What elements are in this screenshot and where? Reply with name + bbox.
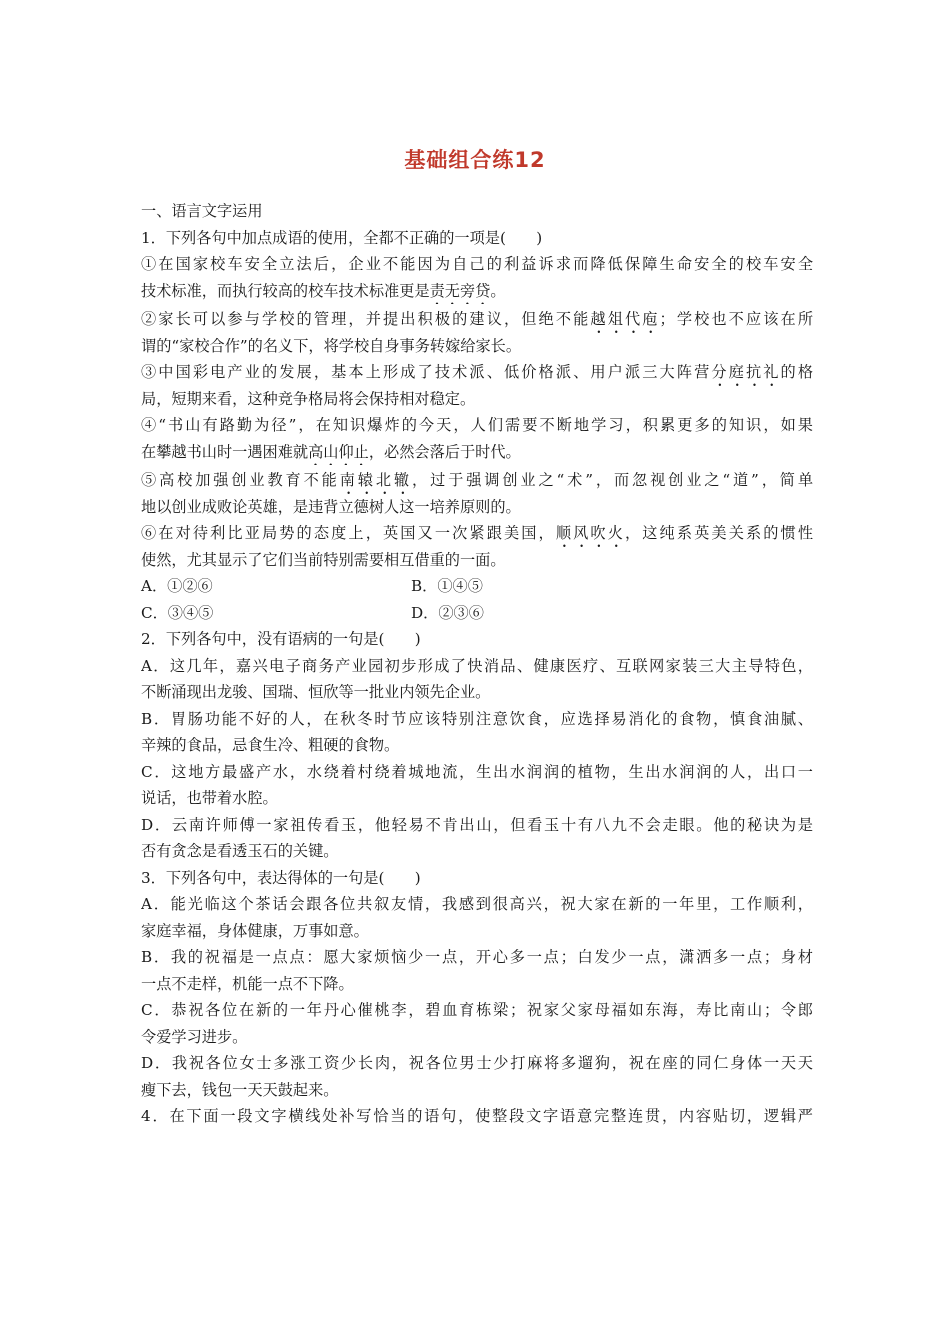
dotted-idiom: 南辕北辙 bbox=[339, 471, 412, 489]
text-segment: 的格 bbox=[780, 363, 813, 381]
question-3-stem: 3．下列各句中，表达得体的一句是( ) bbox=[141, 868, 421, 887]
question-2-stem: 2．下列各句中，没有语病的一句是( ) bbox=[141, 630, 421, 648]
q3-option-d-line-1: D．我祝各位女士多涨工资少长肉，祝各位男士少打麻将多遛狗，祝在座的同仁身体一天天 bbox=[141, 1054, 813, 1072]
q1-sentence-6-line-1 bbox=[141, 520, 813, 547]
dotted-idiom: 分庭抗礼 bbox=[711, 363, 781, 381]
text-segment: ②家长可以参与学校的管理，并提出积极的建议，但绝不能 bbox=[141, 310, 591, 328]
text-segment: ③中国彩电产业的发展，基本上形成了技术派、低价格派、用户派三大阵营 bbox=[141, 363, 712, 381]
q2-option-a-line-1: A．这几年，嘉兴电子商务产业园初步形成了快消品、健康医疗、互联网家装三大主导特色， bbox=[141, 656, 813, 675]
q1-sentence-3-line-1 bbox=[141, 359, 813, 386]
dotted-idiom: 越俎代庖 bbox=[590, 310, 660, 328]
question-4-stem: 4．在下面一段文字横线处补写恰当的语句，使整段文字语意完整连贯，内容贴切，逻辑严 bbox=[141, 1107, 813, 1125]
q1-options-row-1 bbox=[141, 573, 813, 600]
text-segment: 在攀越书山时一遇困难就 bbox=[141, 442, 309, 461]
question-1-stem: 1．下列各句中加点成语的使用，全都不正确的一项是( ) bbox=[141, 228, 543, 247]
q1-sentence-1-line-1: ①在国家校车安全立法后，企业不能因为自己的利益诉求而降低保障生命安全的校车安全 bbox=[141, 255, 813, 273]
q1-sentence-6-line-2: 使然，尤其显示了它们当前特别需要相互借重的一面。 bbox=[141, 550, 506, 569]
text-segment: 。 bbox=[490, 281, 506, 300]
option-a: A．①②⑥ bbox=[141, 577, 213, 595]
text-segment: ，必然会落后于时代。 bbox=[368, 442, 521, 461]
q2-option-a-line-2: 不断涌现出龙骏、国瑞、恒欣等一批业内领先企业。 bbox=[141, 683, 491, 701]
q1-sentence-5-line-1 bbox=[141, 467, 813, 494]
q1-sentence-2-line-2: 谓的“家校合作”的名义下，将学校自身事务转嫁给家长。 bbox=[141, 336, 522, 355]
option-b: B．①④⑤ bbox=[411, 577, 483, 595]
q3-option-d-line-2: 瘦下去，钱包一天天鼓起来。 bbox=[141, 1080, 339, 1099]
q2-option-d-line-1: D．云南许师傅一家祖传看玉，他轻易不肯出山，但看玉十有八九不会走眼。他的秘诀为是 bbox=[141, 815, 813, 834]
q3-option-c-line-2: 令爱学习进步。 bbox=[141, 1027, 248, 1046]
q3-option-a-line-2: 家庭幸福，身体健康，万事如意。 bbox=[141, 921, 369, 940]
text-segment: 技术标准，而执行较高的校车技术标准更是 bbox=[141, 281, 430, 300]
q1-sentence-2-line-1 bbox=[141, 306, 813, 333]
dotted-idiom: 顺风吹火 bbox=[555, 524, 625, 542]
document-body bbox=[141, 198, 813, 1130]
text-segment: ⑤高校加强创业教育不能 bbox=[141, 471, 340, 489]
q1-sentence-4-line-1: ④“书山有路勤为径”，在知识爆炸的今天，人们需要不断地学习，积累更多的知识，如果 bbox=[141, 416, 813, 434]
dotted-idiom: 高山仰止 bbox=[308, 442, 369, 461]
text-segment: ，这纯系英美关系的惯性 bbox=[624, 524, 813, 542]
dotted-idiom: 责无旁贷 bbox=[429, 281, 491, 300]
q2-option-c-line-2: 说话，也带着水腔。 bbox=[141, 789, 278, 807]
q2-option-c-line-1: C．这地方最盛产水，水绕着村绕着城地流，生出水润润的植物，生出水润润的人，出口一 bbox=[141, 762, 813, 781]
option-d: D．②③⑥ bbox=[411, 603, 484, 622]
q3-option-a-line-1: A．能光临这个茶话会跟各位共叙友情，我感到很高兴，祝大家在新的一年里，工作顺利， bbox=[141, 895, 813, 913]
q3-option-b-line-1: B．我的祝福是一点点：愿大家烦恼少一点，开心多一点；白发少一点，潇洒多一点；身材 bbox=[141, 948, 813, 966]
page-title: 基础组合练12 bbox=[404, 148, 546, 172]
text-segment: ⑥在对待利比亚局势的态度上，英国又一次紧跟美国， bbox=[141, 524, 556, 542]
q3-option-b-line-2: 一点不走样，机能一点不下降。 bbox=[141, 974, 354, 993]
option-c: C．③④⑤ bbox=[141, 603, 214, 622]
q3-option-c-line-1: C．恭祝各位在新的一年丹心催桃李，碧血育栋梁；祝家父家母福如东海，寿比南山；令郎 bbox=[141, 1001, 813, 1019]
q1-sentence-3-line-2: 局，短期来看，这种竞争格局将会保持相对稳定。 bbox=[141, 389, 476, 408]
q2-option-b-line-1: B．胃肠功能不好的人，在秋冬时节应该特别注意饮食，应选择易消化的食物，慎食油腻、 bbox=[141, 709, 813, 728]
q1-options-row-2 bbox=[141, 600, 813, 627]
q2-option-b-line-2: 辛辣的食品，忌食生冷、粗硬的食物。 bbox=[141, 736, 400, 754]
text-segment: ，过于强调创业之“术”，而忽视创业之“道”，简单 bbox=[412, 471, 813, 489]
q1-sentence-1-line-2 bbox=[141, 278, 813, 305]
q2-option-d-line-2: 否有贪念是看透玉石的关键。 bbox=[141, 842, 339, 860]
text-segment: ；学校也不应该在所 bbox=[659, 310, 813, 328]
q1-sentence-4-line-2 bbox=[141, 439, 813, 466]
q1-sentence-5-line-2: 地以创业成败论英雄，是违背立德树人这一培养原则的。 bbox=[141, 497, 521, 516]
section-heading: 一、语言文字运用 bbox=[141, 202, 263, 220]
